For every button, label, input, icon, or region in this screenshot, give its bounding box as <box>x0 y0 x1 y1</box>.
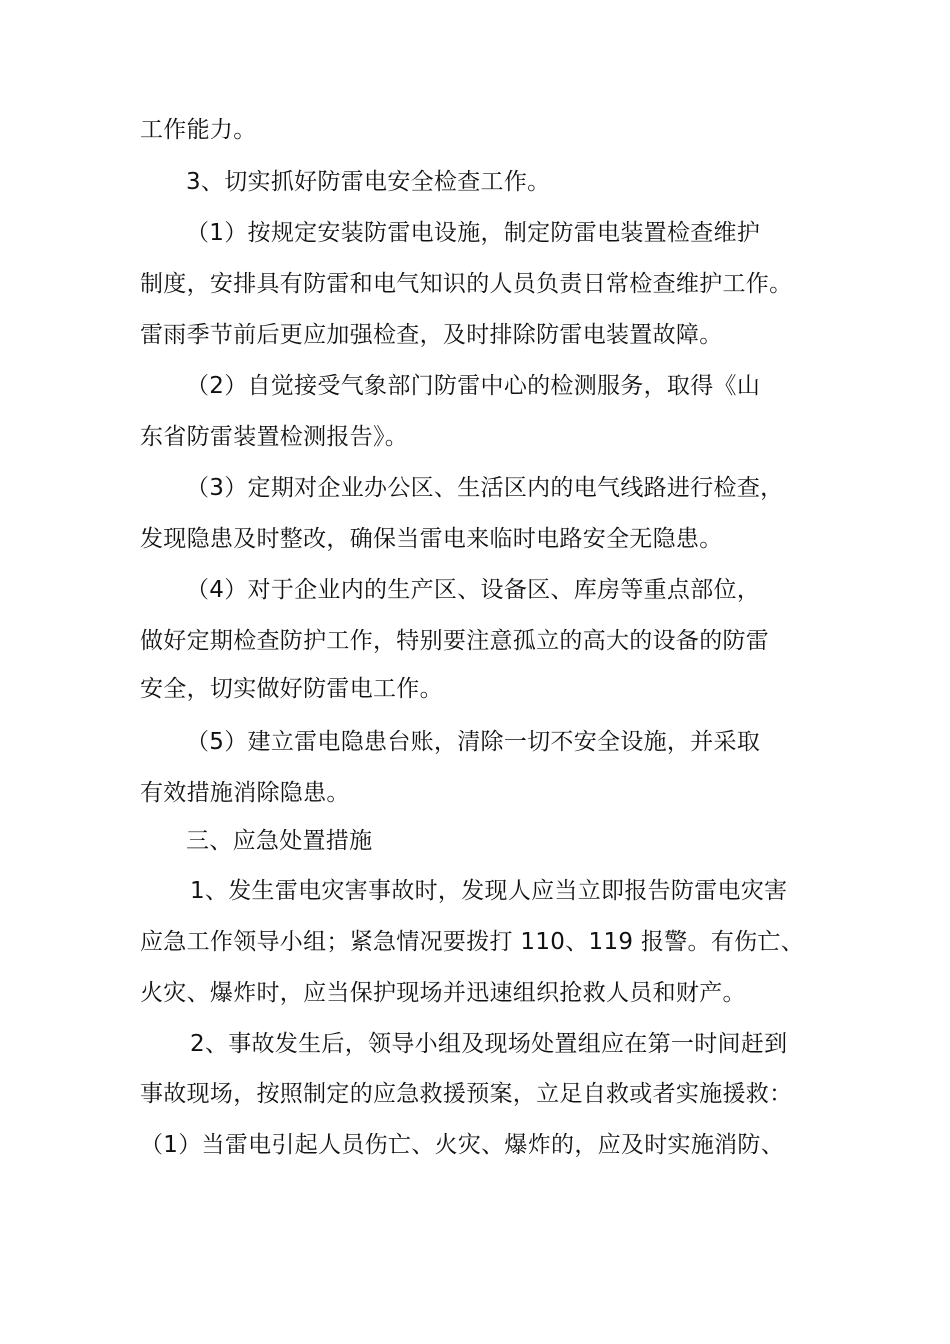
body-text-line: 工作能力。 <box>140 117 257 143</box>
paragraph-1-line: 1、发生雷电灾害事故时，发现人应当立即报告防雷电灾害 <box>190 878 788 904</box>
chapter-heading: 三、应急处置措施 <box>186 828 373 854</box>
list-item-5-line: （5）建立雷电隐患台账，清除一切不安全设施，并采取 <box>186 729 761 755</box>
body-text-line: 制度，安排具有防雷和电气知识的人员负责日常检查维护工作。 <box>140 271 793 297</box>
body-text-line: 火灾、爆炸时，应当保护现场并迅速组织抢救人员和财产。 <box>140 980 746 1006</box>
list-item-4-line: （4）对于企业内的生产区、设备区、库房等重点部位， <box>186 577 761 603</box>
body-text-line: 东省防雷装置检测报告》。 <box>140 424 409 450</box>
body-text-line: 做好定期检查防护工作，特别要注意孤立的高大的设备的防雷 <box>140 628 770 654</box>
body-text-line: 有效措施消除隐患。 <box>140 780 350 806</box>
paragraph-2-line: 2、事故发生后，领导小组及现场处置组应在第一时间赶到 <box>190 1031 788 1057</box>
body-text-line: 应急工作领导小组；紧急情况要拨打 110、119 报警。有伤亡、 <box>140 929 805 955</box>
body-text-line: 雷雨季节前后更应加强检查，及时排除防雷电装置故障。 <box>140 322 723 348</box>
list-item-1-line: （1）按规定安装防雷电设施，制定防雷电装置检查维护 <box>186 220 761 246</box>
body-text-line: 发现隐患及时整改，确保当雷电来临时电路安全无隐患。 <box>140 526 723 552</box>
body-text-line: 安全，切实做好防雷电工作。 <box>140 676 443 702</box>
list-item-2-line: （2）自觉接受气象部门防雷中心的检测服务，取得《山 <box>186 373 761 399</box>
list-item-3-line: （3）定期对企业办公区、生活区内的电气线路进行检查， <box>186 475 784 501</box>
body-text-line: （1）当雷电引起人员伤亡、火灾、爆炸的，应及时实施消防、 <box>140 1132 785 1158</box>
body-text-line: 事故现场，按照制定的应急救援预案，立足自救或者实施援救： <box>140 1081 793 1107</box>
section-heading: 3、切实抓好防雷电安全检查工作。 <box>186 169 551 195</box>
